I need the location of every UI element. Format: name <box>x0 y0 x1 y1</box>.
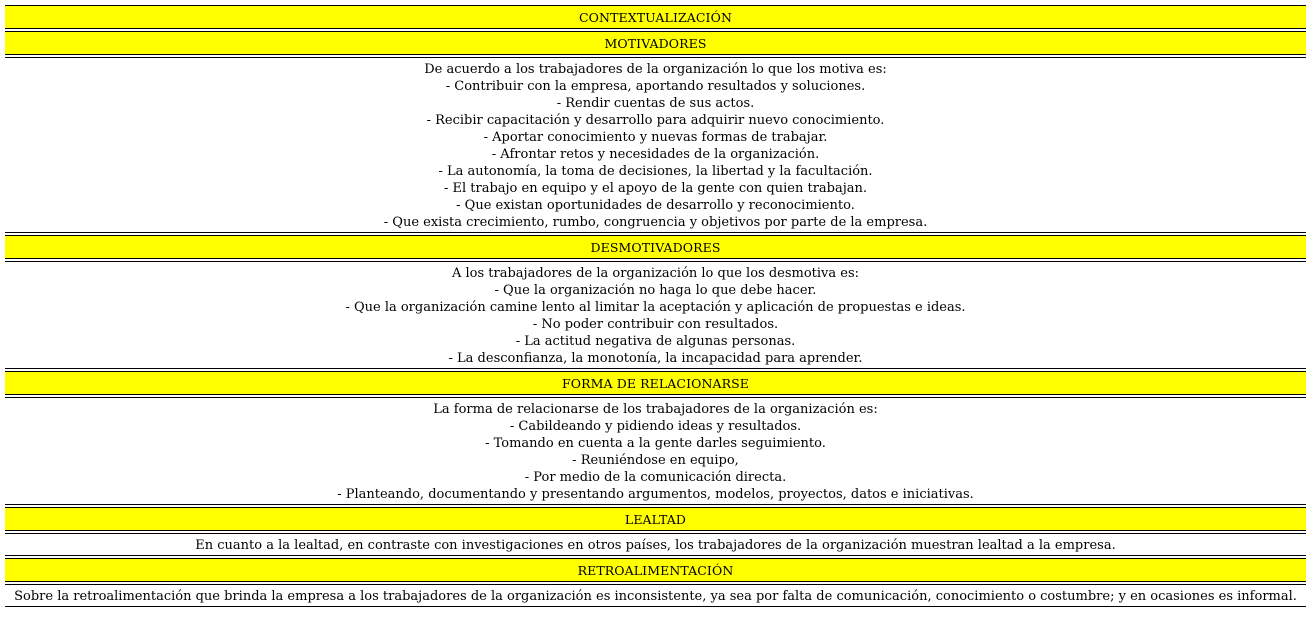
body-line: - No poder contribuir con resultados. <box>532 317 779 332</box>
section-body-desmotivadores <box>5 261 1306 368</box>
body-line: - Reuniéndose en equipo, <box>572 453 739 468</box>
body-line: - Por medio de la comunicación directa. <box>524 470 787 485</box>
section-heading-text: FORMA DE RELACIONARSE <box>561 376 750 391</box>
body-line: - Que existan oportunidades de desarrollo y reconocimiento. <box>456 198 855 213</box>
section-heading-text: RETROALIMENTACIÓN <box>577 563 734 578</box>
body-line: - Aportar conocimiento y nuevas formas de trabajar. <box>483 130 828 145</box>
body-line: - Rendir cuentas de sus actos. <box>556 96 755 111</box>
section-heading-text: LEALTAD <box>624 512 687 527</box>
body-line: De acuerdo a los trabajadores de la organización lo que los motiva es: <box>424 62 887 77</box>
body-line: A los trabajadores de la organización lo que los desmotiva es: <box>451 266 860 281</box>
contextualization-table <box>5 5 1306 607</box>
section-body-motivadores <box>5 57 1306 232</box>
section-heading-retroalimentacion <box>5 558 1306 581</box>
section-heading-text: MOTIVADORES <box>604 36 707 51</box>
section-body-forma-de-relacionarse <box>5 397 1306 504</box>
section-heading-lealtad <box>5 507 1306 530</box>
title-text: CONTEXTUALIZACIÓN <box>579 10 732 25</box>
section-body-lealtad <box>5 533 1306 555</box>
body-line: - Cabildeando y pidiendo ideas y resultados. <box>509 419 802 434</box>
body-line: - Que exista crecimiento, rumbo, congruencia y objetivos por parte de la empresa. <box>383 215 928 230</box>
body-line: - Que la organización no haga lo que debe hacer. <box>494 283 817 298</box>
body-line: La forma de relacionarse de los trabajadores de la organización es: <box>433 402 878 417</box>
table-title <box>5 5 1306 28</box>
body-line: - La autonomía, la toma de decisiones, la libertad y la facultación. <box>438 164 873 179</box>
body-line: Sobre la retroalimentación que brinda la empresa a los trabajadores de la organización es inconsistente, ya sea por falta de comunicación, conocimiento o costumbre; y en ocasiones es informal. <box>14 589 1297 604</box>
body-line: - Contribuir con la empresa, aportando resultados y soluciones. <box>445 79 866 94</box>
body-line: - La desconfianza, la monotonía, la incapacidad para aprender. <box>448 351 863 366</box>
table-bottom-border <box>5 606 1306 607</box>
body-line: - Recibir capacitación y desarrollo para adquirir nuevo conocimiento. <box>426 113 885 128</box>
body-line: - Afrontar retos y necesidades de la organización. <box>491 147 820 162</box>
body-line: - La actitud negativa de algunas personas. <box>515 334 796 349</box>
body-line: - Tomando en cuenta a la gente darles seguimiento. <box>485 436 826 451</box>
body-line: En cuanto a la lealtad, en contraste con investigaciones en otros países, los trabajadores de la organización muestran lealtad a la empresa. <box>195 538 1116 553</box>
body-line: - Que la organización camine lento al limitar la aceptación y aplicación de propuestas e ideas. <box>345 300 966 315</box>
section-heading-text: DESMOTIVADORES <box>590 240 721 255</box>
section-heading-motivadores <box>5 31 1306 54</box>
section-heading-forma-de-relacionarse <box>5 371 1306 394</box>
section-body-retroalimentacion <box>5 584 1306 606</box>
section-heading-desmotivadores <box>5 235 1306 258</box>
body-line: - El trabajo en equipo y el apoyo de la gente con quien trabajan. <box>443 181 868 196</box>
body-line: - Planteando, documentando y presentando argumentos, modelos, proyectos, datos e iniciativas. <box>337 487 974 502</box>
